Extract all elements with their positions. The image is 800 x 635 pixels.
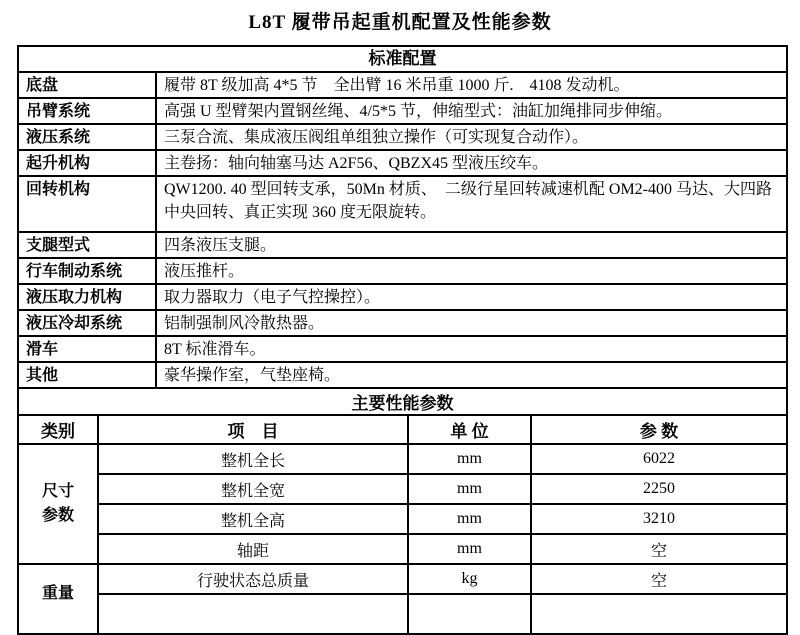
- col-header-value: 参 数: [531, 415, 787, 444]
- perf-unit: mm: [408, 504, 531, 534]
- perf-value: 空: [531, 534, 787, 564]
- spec-label: 支腿型式: [18, 232, 156, 258]
- perf-value: 6022: [531, 444, 787, 474]
- spec-label: 起升机构: [18, 150, 156, 176]
- perf-value: 2250: [531, 474, 787, 504]
- perf-item: 整机全高: [98, 504, 408, 534]
- page-title: L8T 履带吊起重机配置及性能参数: [248, 12, 552, 33]
- spec-label: 底盘: [18, 72, 156, 98]
- spec-label: 其他: [18, 362, 156, 388]
- perf-item: 整机全长: [98, 444, 408, 474]
- standard-config-header: 标准配置: [18, 46, 787, 72]
- spec-value: 三泵合流、集成液压阀组单组独立操作（可实现复合动作）。: [156, 124, 787, 150]
- spec-label: 液压取力机构: [18, 284, 156, 310]
- perf-value: [531, 594, 787, 634]
- spec-value: 液压推杆。: [156, 258, 787, 284]
- spec-value: 8T 标准滑车。: [156, 336, 787, 362]
- perf-value: 空: [531, 564, 787, 594]
- perf-value: 3210: [531, 504, 787, 534]
- col-header-item: 项 目: [98, 415, 408, 444]
- spec-label: 液压冷却系统: [18, 310, 156, 336]
- category-label: 尺寸参数: [41, 483, 74, 524]
- perf-item: 行驶状态总质量: [98, 564, 408, 594]
- spec-value: 四条液压支腿。: [156, 232, 787, 258]
- perf-unit: mm: [408, 444, 531, 474]
- perf-unit: mm: [408, 474, 531, 504]
- tables-container: [17, 45, 788, 635]
- spec-value: QW1200. 40 型回转支承，50Mn 材质、 二级行星回转减速机配 OM2-400 马达、大四路中央回转、真正实现 360 度无限旋转。: [156, 176, 787, 232]
- performance-header: 主要性能参数: [18, 388, 787, 415]
- category-cell-dimensions: [18, 444, 98, 564]
- perf-item: 整机全宽: [98, 474, 408, 504]
- spec-value: 豪华操作室，气垫座椅。: [156, 362, 787, 388]
- perf-unit: mm: [408, 534, 531, 564]
- col-header-category: 类别: [18, 415, 98, 444]
- spec-value: 主卷扬：轴向轴塞马达 A2F56、QBZX45 型液压绞车。: [156, 150, 787, 176]
- spec-value: 高强 U 型臂架内置钢丝绳、4/5*5 节，伸缩型式：油缸加绳排同步伸缩。: [156, 98, 787, 124]
- col-header-unit: 单 位: [408, 415, 531, 444]
- spec-value: 铝制强制风冷散热器。: [156, 310, 787, 336]
- spec-label: 回转机构: [18, 176, 156, 232]
- spec-label: 吊臂系统: [18, 98, 156, 124]
- standard-config-table: [17, 45, 788, 389]
- performance-table: [17, 387, 788, 635]
- spec-label: 液压系统: [18, 124, 156, 150]
- category-cell-weight: 重量: [18, 564, 98, 634]
- perf-item: 轴距: [98, 534, 408, 564]
- spec-label: 行车制动系统: [18, 258, 156, 284]
- perf-unit: [408, 594, 531, 634]
- spec-label: 滑车: [18, 336, 156, 362]
- perf-item: [98, 594, 408, 634]
- spec-value: 履带 8T 级加高 4*5 节 全出臂 16 米吊重 1000 斤. 4108 发动机。: [156, 72, 787, 98]
- spec-value: 取力器取力（电子气控操控）。: [156, 284, 787, 310]
- perf-unit: kg: [408, 564, 531, 594]
